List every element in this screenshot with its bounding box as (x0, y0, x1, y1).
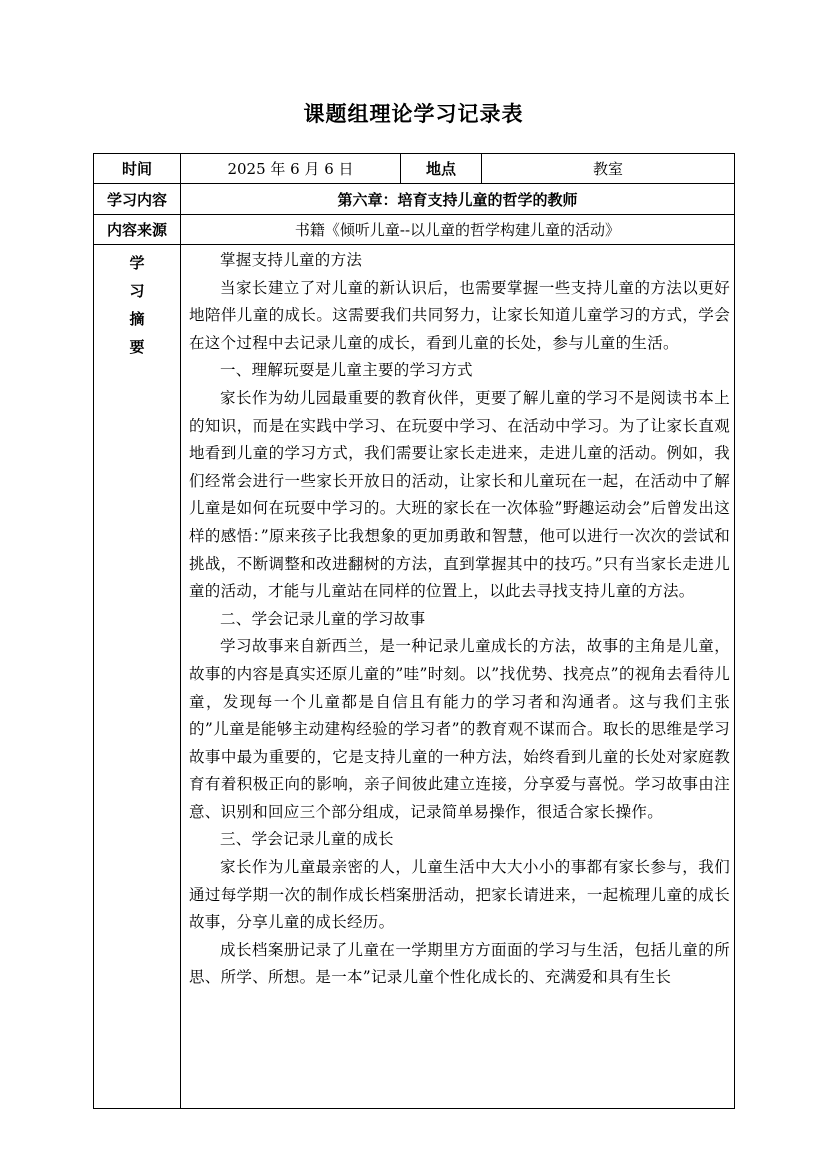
summary-paragraph: 家长作为幼儿园最重要的教育伙伴，更要了解儿童的学习不是阅读书本上的知识，而是在实践中学习、在玩耍中学习、在活动中学习。为了让家长直观地看到儿童的学习方式，我们需要让家长走进来，走进儿童的活动。例如，我们经常会进行一些家长开放日的活动，让家长和儿童玩在一起，在活动中了解儿童是如何在玩耍中学习的。大班的家长在一次体验”野趣运动会”后曾发出这样的感悟：”原来孩子比我想象的更加勇敢和智慧，他可以进行一次次的尝试和挑战，不断调整和改进翻树的方法，直到掌握其中的技巧。”只有当家长走进儿童的活动，才能与儿童站在同样的位置上，以此去寻找支持儿童的方法。 (189, 388, 730, 601)
time-label: 时间 (94, 154, 181, 184)
summary-paragraph: 家长作为儿童最亲密的人，儿童生活中大大小小的事都有家长参与，我们通过每学期一次的制作成长档案册活动，把家长请进来，一起梳理儿童的成长故事，分享儿童的成长经历。 (189, 858, 730, 932)
place-label: 地点 (401, 154, 482, 184)
summary-row (94, 245, 735, 1109)
time-place-row (94, 154, 735, 184)
time-value: 2025 年 6 月 6 日 (181, 154, 401, 184)
source-label: 内容来源 (94, 215, 181, 245)
summary-paragraph: 学习故事来自新西兰，是一种记录儿童成长的方法，故事的主角是儿童，故事的内容是真实还原儿童的”哇”时刻。以”找优势、找亮点”的视角去看待儿童，发现每一个儿童都是自信且有能力的学习者和沟通者。这与我们主张的”儿童是能够主动建构经验的学习者”的教育观不谋而合。取长的思维是学习故事中最为重要的，它是支持儿童的一种方法，始终看到儿童的长处对家庭教育有着积极正向的影响，亲子间彼此建立连接，分享爱与喜悦。学习故事由注意、识别和回应三个部分组成，记录简单易操作，很适合家长操作。 (189, 637, 730, 821)
summary-label (94, 245, 181, 1109)
section-heading: 三、学会记录儿童的成长 (220, 830, 394, 849)
section-heading: 二、学会记录儿童的学习故事 (220, 609, 426, 628)
summary-label-char: 习 (129, 282, 145, 300)
place-value: 教室 (482, 154, 735, 184)
summary-paragraph: 成长档案册记录了儿童在一学期里方方面面的学习与生活，包括儿童的所思、所学、所想。是一本”记录儿童个性化成长的、充满爱和具有生长 (189, 940, 730, 987)
summary-content (181, 245, 735, 1109)
content-value: 第六章：培育支持儿童的哲学的教师 (181, 184, 735, 215)
source-value: 书籍《倾听儿童--以儿童的哲学构建儿童的活动》 (181, 215, 735, 245)
content-row (94, 184, 735, 215)
page-title: 课题组理论学习记录表 (303, 101, 524, 126)
summary-paragraph: 当家长建立了对儿童的新认识后，也需要掌握一些支持儿童的方法以更好地陪伴儿童的成长。这需要我们共同努力，让家长知道儿童学习的方式，学会在这个过程中去记录儿童的成长，看到儿童的长处，参与儿童的生活。 (189, 278, 730, 352)
record-table (93, 153, 735, 1109)
summary-label-char: 摘 (129, 310, 145, 328)
summary-paragraph: 掌握支持儿童的方法 (220, 251, 363, 269)
source-row (94, 215, 735, 245)
summary-label-char: 要 (129, 338, 145, 356)
section-heading: 一、理解玩耍是儿童主要的学习方式 (220, 361, 473, 380)
content-label: 学习内容 (94, 184, 181, 215)
summary-label-char: 学 (129, 254, 145, 272)
